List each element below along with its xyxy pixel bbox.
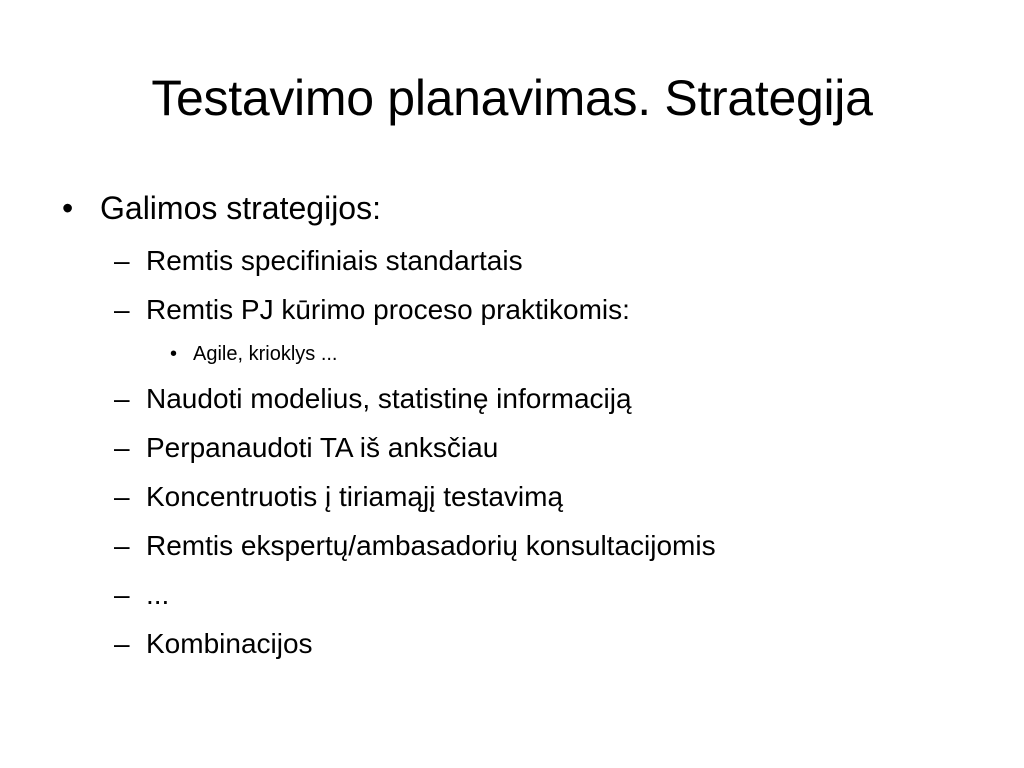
- list-item-text: Remtis PJ kūrimo proceso praktikomis:: [146, 294, 630, 325]
- list-item: [62, 374, 982, 423]
- list-item-text: Galimos strategijos:: [100, 190, 381, 226]
- list-item-text: Perpanaudoti TA iš anksčiau: [146, 432, 499, 463]
- list-item-text: Kombinacijos: [146, 628, 313, 659]
- dash-marker: –: [114, 294, 130, 325]
- slide-title: Testavimo planavimas. Strategija: [151, 70, 873, 126]
- list-item-text: Remtis specifiniais standartais: [146, 245, 523, 276]
- list-item: [62, 619, 982, 668]
- dash-marker: –: [114, 245, 130, 276]
- bullet-marker: •: [62, 190, 74, 226]
- dash-marker: –: [114, 579, 130, 610]
- list-item-text: Agile, krioklys ...: [193, 343, 338, 365]
- dash-marker: –: [114, 530, 130, 561]
- list-item: [62, 521, 982, 570]
- list-item-text: Koncentruotis į tiriamąjį testavimą: [146, 481, 564, 512]
- list-item: [62, 570, 982, 619]
- list-item: [62, 285, 982, 334]
- list-item: [62, 236, 982, 285]
- bullet-marker: •: [170, 343, 178, 365]
- list-item-text: Naudoti modelius, statistinę informaciją: [146, 383, 632, 414]
- list-item: [62, 472, 982, 521]
- dash-marker: –: [114, 481, 130, 512]
- list-item-text: ...: [146, 579, 170, 610]
- list-item-text: Remtis ekspertų/ambasadorių konsultacijomis: [146, 530, 716, 561]
- dash-marker: –: [114, 383, 130, 414]
- dash-marker: –: [114, 628, 130, 659]
- dash-marker: –: [114, 432, 130, 463]
- list-item: [62, 180, 982, 236]
- bullet-list: [62, 180, 982, 668]
- list-item: [62, 423, 982, 472]
- list-item: [62, 334, 982, 374]
